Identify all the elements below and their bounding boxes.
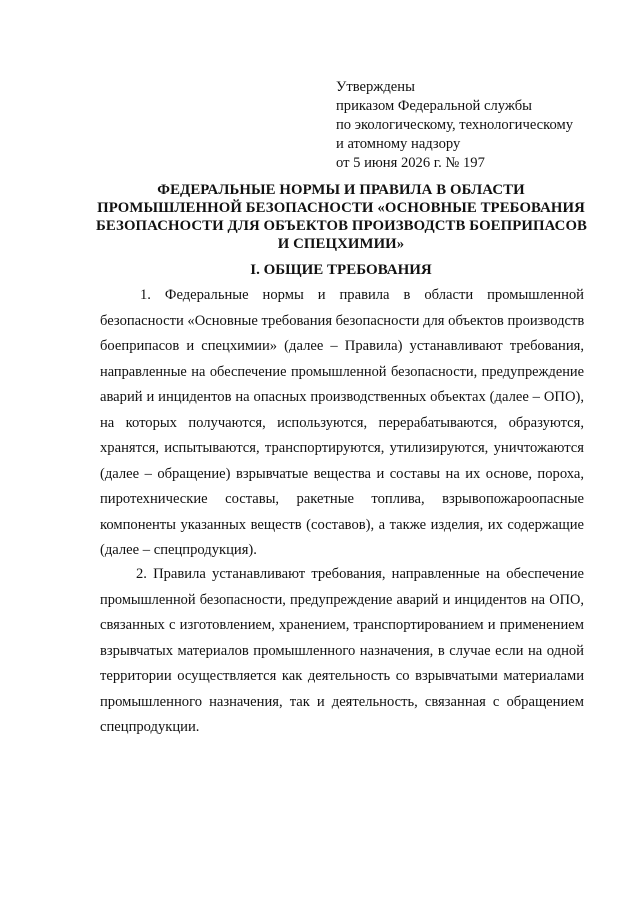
paragraph-line: промышленного назначения, так и деятельность, связанная с обращением [100, 693, 584, 710]
approval-stamp [336, 78, 606, 173]
paragraph-line: боеприпасов и спецхимии» (далее – Правила) устанавливают требования, [100, 338, 584, 354]
paragraph-line: хранятся, испытываются, транспортируются, утилизируются, уничтожаются [100, 440, 584, 456]
paragraph-1 [100, 283, 584, 564]
approval-line: по экологическому, технологическому [336, 117, 574, 133]
title-line: И СПЕЦХИМИИ» [277, 236, 405, 252]
title-line: БЕЗОПАСНОСТИ ДЛЯ ОБЪЕКТОВ ПРОИЗВОДСТВ БОЕПРИПАСОВ [96, 218, 588, 234]
paragraph-line: аварий и инцидентов на опасных производственных объектах (далее – ОПО), [100, 389, 584, 405]
approval-line: приказом Федеральной службы [336, 98, 532, 114]
section-heading: I. ОБЩИЕ ТРЕБОВАНИЯ [250, 262, 432, 278]
paragraph-line: взрывчатых материалов промышленного назначения, в случае если на одной [100, 642, 584, 659]
title-line: ФЕДЕРАЛЬНЫЕ НОРМЫ И ПРАВИЛА В ОБЛАСТИ [157, 182, 525, 198]
paragraph-line: безопасности «Основные требования безопасности для объектов производств [100, 312, 585, 329]
paragraph-line: промышленной безопасности, предупреждение аварий и инцидентов на ОПО, [100, 591, 584, 608]
approval-line: от 5 июня 2026 г. № 197 [336, 155, 485, 171]
paragraph-line: 1. Федеральные нормы и правила в области промышленной [140, 287, 584, 303]
paragraph-line: (далее – обращение) взрывчатые вещества и составы на их основе, пороха, [100, 465, 584, 482]
paragraph-line: 2. Правила устанавливают требования, направленные на обеспечение [136, 566, 584, 582]
paragraph-2 [100, 562, 584, 741]
paragraph-line: территории осуществляется как деятельность со взрывчатыми материалами [100, 668, 584, 684]
title-line: ПРОМЫШЛЕННОЙ БЕЗОПАСНОСТИ «ОСНОВНЫЕ ТРЕБОВАНИЯ [97, 200, 585, 216]
paragraph-line: связанных с изготовлением, хранением, транспортированием и применением [100, 617, 584, 633]
paragraph-line: (далее – спецпродукция). [100, 542, 257, 558]
approval-line: Утверждены [336, 79, 415, 95]
paragraph-line: на которых получаются, используются, перерабатываются, образуются, [100, 414, 584, 431]
paragraph-line: спецпродукции. [100, 719, 200, 735]
paragraph-line: направленные на обеспечение промышленной безопасности, предупреждение [100, 363, 584, 380]
document-title [96, 181, 586, 253]
approval-line: и атомному надзору [336, 136, 461, 152]
paragraph-line: пиротехнические составы, ракетные топлива, взрывопожароопасные [100, 491, 584, 507]
paragraph-line: компоненты указанных веществ (составов), а также изделия, их содержащие [100, 516, 584, 533]
